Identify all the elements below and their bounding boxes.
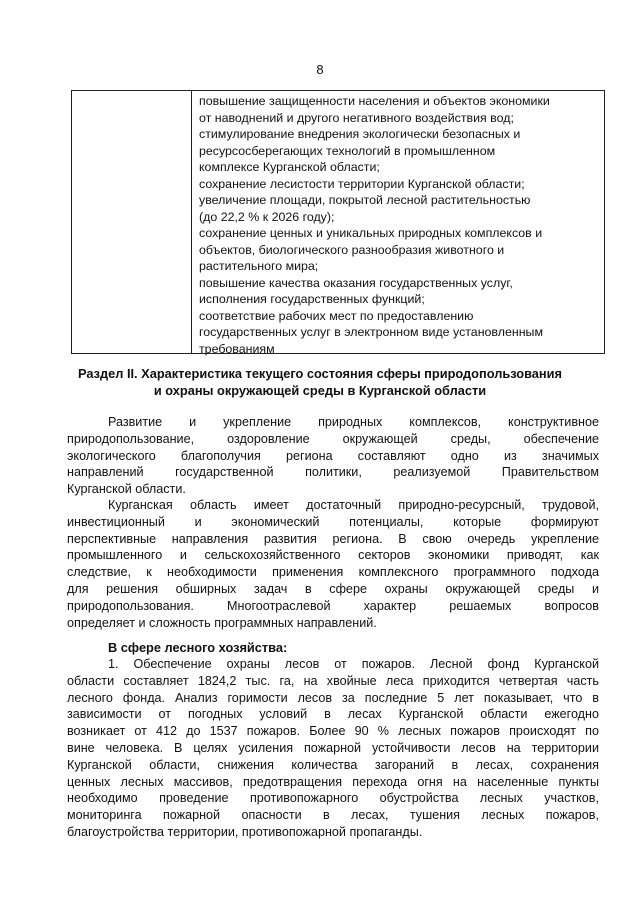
table-line: комплексе Курганской области; [199,160,380,174]
table-line: (до 22,2 % к 2026 году); [199,209,335,224]
paragraph-line: экологического благополучия региона составляют одно из значимых [67,448,599,463]
paragraph-line: природопользования. Многоотраслевой характер решаемых вопросов [67,598,599,613]
paragraph-line: благоустройства территории, противопожарной пропаганды. [67,824,423,839]
table-line: государственных услуг в электронном виде установленным [199,325,543,339]
paragraph-line: перспективные направления развития региона. В свою очередь укрепление [67,531,599,546]
table-line: стимулирование внедрения экологически безопасных и [199,127,521,141]
table-left-cell [72,91,192,353]
table-line: увеличение площади, покрытой лесной растительностью [199,193,531,207]
paragraph-line: зависимости от погодных условий в лесах Курганской области ежегодно [67,707,599,722]
paragraph-development [67,414,599,498]
table-line: сохранение лесистости территории Курганской области; [199,176,525,191]
table-line: от наводнений и другого негативного воздействия вод; [199,110,514,125]
paragraph-line: мониторинга пожарной опасности в лесах, тушения лесных пожаров, [67,808,599,823]
paragraph-line: необходимо проведение противопожарного обустройства лесных участков, [67,791,599,806]
paragraph-line: возникает от 412 до 1537 пожаров. Более 90 % лесных пожаров происходят по [67,724,599,739]
section-title-line: и охраны окружающей среды в Курганской области [153,383,487,398]
paragraph-line: промышленного и сельскохозяйственного секторов экономики приводят, как [67,548,599,563]
paragraph-line: ценных лесных массивов, предотвращения перехода огня на населенные пункты [67,774,599,789]
paragraph-line: лесного фонда. Анализ горимости лесов за последние 5 лет показывает, что в [67,690,599,705]
page-number: 8 [316,62,324,77]
paragraph-line: инвестиционный и экономический потенциалы, которые формируют [67,514,599,529]
paragraph-line: направлений государственной политики, реализуемой Правительством [67,465,599,480]
paragraph-fire-protection [67,656,599,841]
table-line: повышение качества оказания государственных услуг, [199,275,513,290]
paragraph-line: Курганская область имеет достаточный природно-ресурсный, трудовой, [108,498,599,512]
paragraph-region-potential [67,497,599,631]
paragraph-line: для решения обширных задач в сфере охраны окружающей среды и [67,581,599,596]
subheading-forestry: В сфере лесного хозяйства: [108,640,288,655]
paragraph-line: Развитие и укрепление природных комплексов, конструктивное [108,415,599,429]
section-title-line: Раздел II. Характеристика текущего состояния сферы природопользования [78,366,562,381]
table-right-cell [192,91,604,356]
paragraph-line: области составляет 1824,2 тыс. га, на хвойные леса приходится четвертая часть [67,673,599,688]
table-line: растительного мира; [199,259,319,273]
table-line: объектов, биологического разнообразия животного и [199,242,505,257]
table-line: соответствие рабочих мест по предоставлению [199,308,474,323]
goals-table [71,90,605,354]
table-line: исполнения государственных функций; [199,292,425,306]
table-line: ресурсосберегающих технологий в промышленном [199,143,496,158]
paragraph-line: природопользование, оздоровление окружающей среды, обеспечение [67,431,599,446]
section-title [40,365,600,399]
paragraph-line: Курганской области. [67,482,186,497]
table-line: требованиям [199,341,275,356]
table-line: сохранение ценных и уникальных природных комплексов и [199,226,543,240]
paragraph-line: вине человека. В целях усиления пожарной устойчивости лесов на территории [67,740,599,755]
paragraph-line: Курганской области, снижения количества загораний в лесах, сохранения [67,757,599,772]
paragraph-line: определяет и сложность программных направлений. [67,615,377,630]
paragraph-line: следствие, к необходимости применения комплексного программного подхода [67,565,599,580]
paragraph-line: 1. Обеспечение охраны лесов от пожаров. Лесной фонд Курганской [108,657,599,671]
table-line: повышение защищенности населения и объектов экономики [199,94,550,108]
